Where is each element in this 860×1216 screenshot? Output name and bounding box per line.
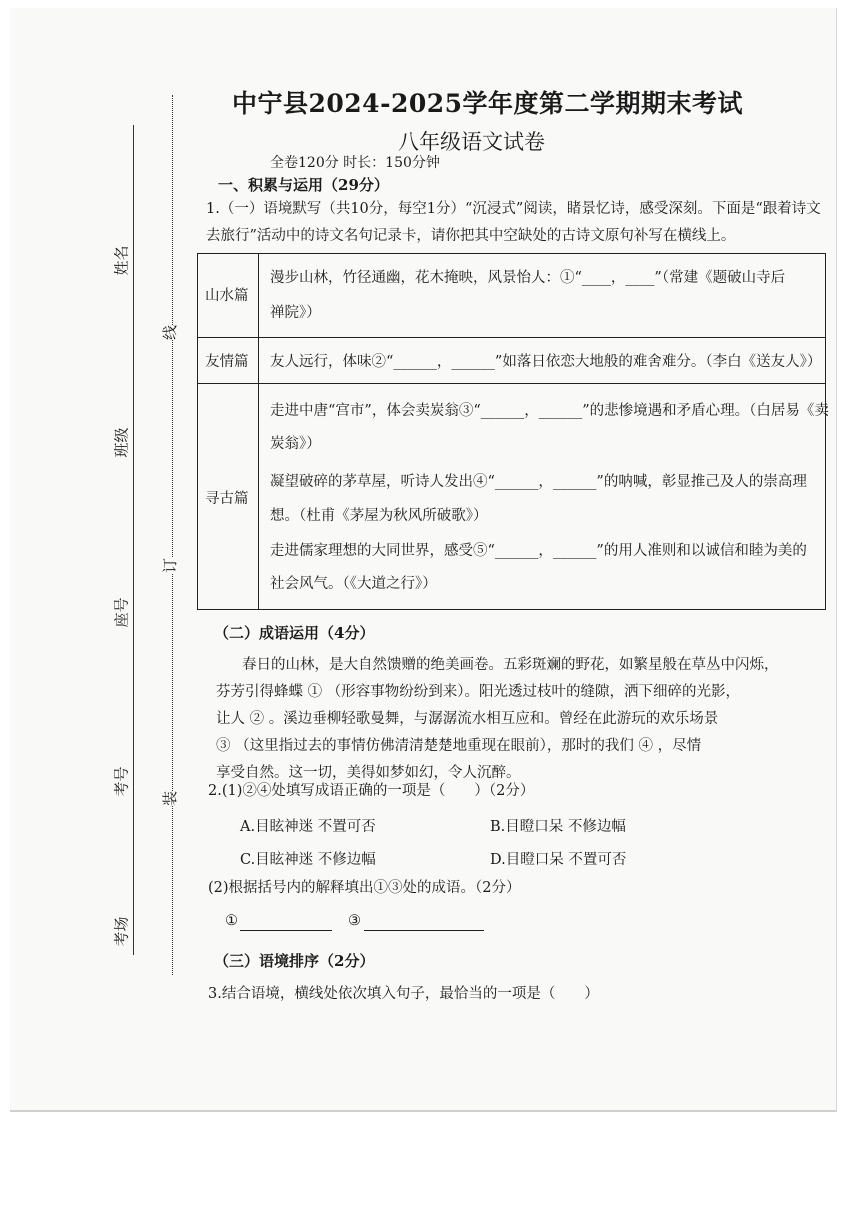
q3-text: 3.结合语境，横线处依次填入句子，最恰当的一项是（ ） xyxy=(208,986,599,1002)
binding-exam-number-label: 考号 xyxy=(112,766,131,797)
q3-heading: （三）语境排序（2分） xyxy=(214,952,375,970)
option-a: A.目眩神迷 不置可否 xyxy=(240,819,376,835)
blank-3-label: ③ xyxy=(348,913,361,929)
q2-heading: （二）成语运用（4分） xyxy=(214,624,375,642)
passage-line-2: 芬芳引得蜂蝶 ① （形容事物纷纷到来）。阳光透过枝叶的缝隙，洒下细碎的光影， xyxy=(216,684,740,700)
binding-dotted-line xyxy=(172,95,173,975)
binding-name-label: 姓名 xyxy=(112,245,131,276)
part1-heading: 一、积累与运用（29分） xyxy=(218,176,389,194)
binding-mark-ding: 订 xyxy=(161,557,180,574)
table-col-divider xyxy=(258,253,259,610)
binding-room-label: 考场 xyxy=(112,916,131,947)
blank-1-label: ① xyxy=(225,913,238,929)
table-row-xungu-line1: 走进中唐“宫市”，体会卖炭翁③“______，______”的悲惨境遇和矛盾心理。（白居易《卖 xyxy=(270,403,829,419)
passage-line-1: 春日的山林，是大自然馈赠的绝美画卷。五彩斑斓的野花，如繁星般在草丛中闪烁， xyxy=(242,657,779,673)
binding-mark-zhuang: 装 xyxy=(161,790,180,807)
blank-3-line[interactable] xyxy=(364,930,484,931)
option-d: D.目瞪口呆 不置可否 xyxy=(490,852,627,868)
table-category-shanshui: 山水篇 xyxy=(205,288,249,304)
exam-number-write-line xyxy=(133,655,134,895)
binding-class-label: 班级 xyxy=(112,427,131,458)
q2-part1: 2.(1)②④处填写成语正确的一项是（ ）（2分） xyxy=(208,783,535,799)
table-row-divider-1 xyxy=(197,337,826,338)
exam-meta: 全卷120分 时长：150分钟 xyxy=(270,155,440,171)
table-category-youqing: 友情篇 xyxy=(205,354,249,370)
name-write-line xyxy=(133,125,134,350)
table-row-youqing-line1: 友人远行，体味②“______，______”如落日依恋大地般的难舍难分。（李白《送友人》） xyxy=(270,354,822,370)
passage-line-4: ③ （这里指过去的事情仿佛清清楚楚地重现在眼前），那时的我们 ④ ，尽情 xyxy=(216,738,702,754)
table-row-xungu-line2: 炭翁》） xyxy=(270,436,321,452)
q1-intro: 1.（一）语境默写（共10分，每空1分）“沉浸式”阅读，睹景忆诗，感受深刻。下面是“跟着诗文去旅行”活动中的诗文名句记录卡，请你把其中空缺处的古诗文原句补写在横线上。 xyxy=(206,201,821,244)
option-b: B.目瞪口呆 不修边幅 xyxy=(490,819,626,835)
exam-title: 中宁县2024-2025学年度第二学期期末考试 xyxy=(232,89,744,118)
table-row-xungu-line6: 社会风气。（《大道之行》） xyxy=(270,576,437,592)
table-row-xungu-line5: 走进儒家理想的大同世界，感受⑤“______，______”的用人准则和以诚信和睦为美的 xyxy=(270,543,807,559)
binding-seat-label: 座号 xyxy=(112,597,131,628)
blank-1-line[interactable] xyxy=(240,930,332,931)
passage-line-3: 让人 ② 。溪边垂柳轻歌曼舞，与潺潺流水相互应和。曾经在此游玩的欢乐场景 xyxy=(216,711,719,727)
binding-mark-line: 线 xyxy=(161,324,180,341)
room-write-line xyxy=(133,860,134,955)
table-category-xungu: 寻古篇 xyxy=(205,491,249,507)
q2-part2: (2)根据括号内的解释填出①③处的成语。（2分） xyxy=(208,880,521,896)
table-row-xungu-line4: 想。（杜甫《茅屋为秋风所破歌》） xyxy=(270,508,488,524)
table-row-divider-2 xyxy=(197,383,826,384)
passage-line-5: 享受自然。这一切，美得如梦如幻，令人沉醉。 xyxy=(216,765,521,781)
exam-subtitle: 八年级语文试卷 xyxy=(398,130,545,154)
table-row-xungu-line3: 凝望破碎的茅草屋，听诗人发出④“______，______”的呐喊，彰显推己及人的崇高理 xyxy=(270,474,807,490)
table-row-shanshui-line2: 禅院》） xyxy=(270,305,321,321)
option-c: C.目眩神迷 不修边幅 xyxy=(240,852,376,868)
table-row-shanshui-line1: 漫步山林，竹径通幽，花木掩映，风景怡人：①“____，____”（常建《题破山寺后 xyxy=(270,270,786,286)
